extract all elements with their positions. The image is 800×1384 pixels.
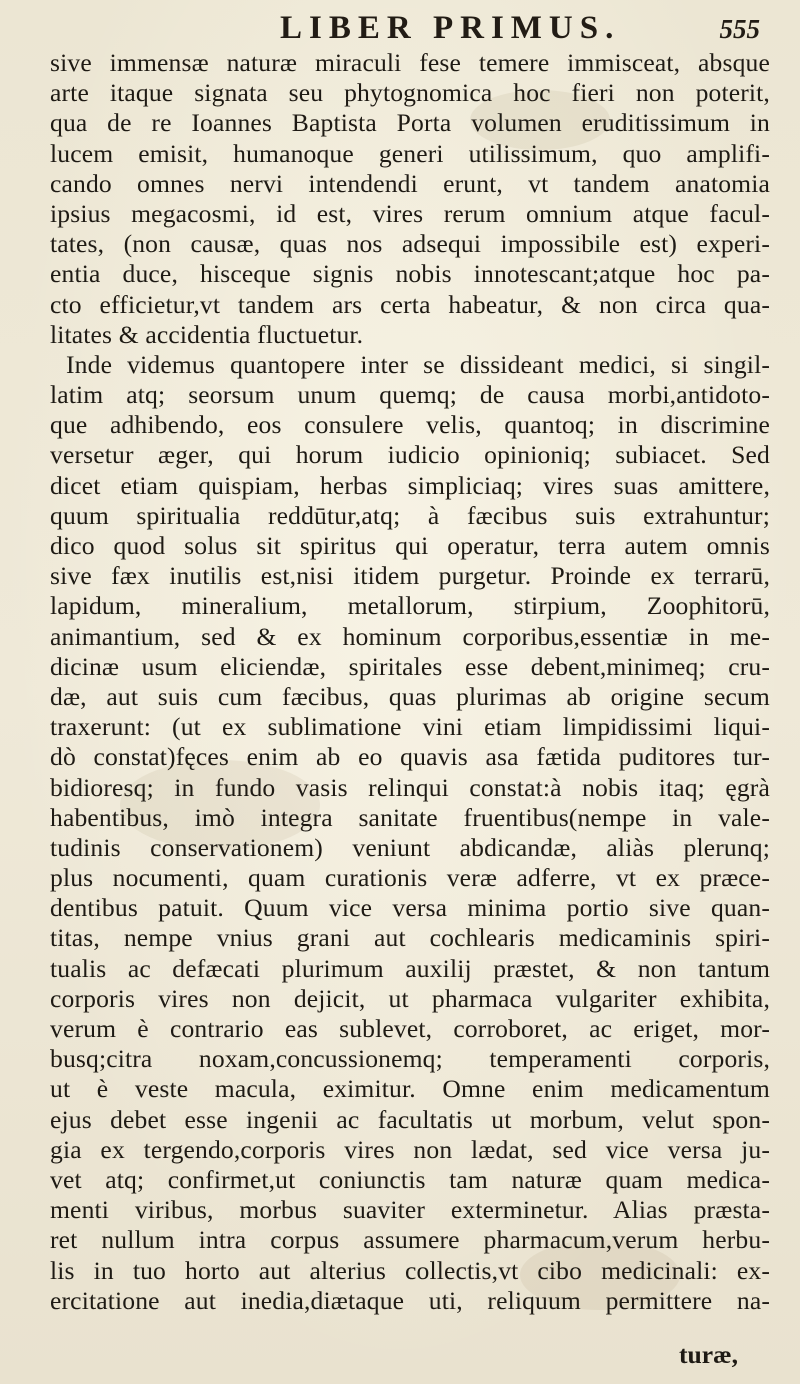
text-line: ejus debet esse ingenii ac facultatis ut morbum, velut spon- [50,1104,770,1134]
text-line: qua de re Ioannes Baptista Porta volumen eruditissimum in [50,108,770,138]
text-line: bidioresq; in fundo vasis relinqui constat:à nobis itaq; ęgrà [50,772,770,802]
text-line: latim atq; seorsum unum quemq; de causa morbi,antidoto- [50,380,770,410]
text-line: versetur æger, qui horum iudicio opinioniq; subiacet. Sed [50,440,770,470]
text-line: tates, (non causæ, quas nos adsequi impossibile est) experi- [50,229,770,259]
text-line: lucem emisit, humanoque generi utilissimum, quo amplifi- [50,138,770,168]
text-line: busq;citra noxam,concussionemq; temperamenti corporis, [50,1044,770,1074]
text-line: plus nocumenti, quam curationis veræ adferre, vt ex præce- [50,863,770,893]
text-line: entia duce, hisceque signis nobis innotescant;atque hoc pa- [50,259,770,289]
text-line: dicinæ usum eliciendæ, spiritales esse debent,minimeq; cru- [50,651,770,681]
text-line: litates & accidentia fluctuetur. [50,319,364,349]
text-line: quum spiritualia reddūtur,atq; à fæcibus suis extrahuntur; [50,500,770,530]
text-line: lapidum, mineralium, metallorum, stirpium, Zoophitorū, [50,591,770,621]
text-line: dæ, aut suis cum fæcibus, quas plurimas ab origine secum [50,681,770,711]
text-line: ut è veste macula, eximitur. Omne enim medicamentum [50,1074,770,1104]
text-line: habentibus, imò integra sanitate fruentibus(nempe in vale- [50,802,770,832]
text-line: lis in tuo horto aut alterius collectis,vt cibo medicinali: ex- [50,1255,770,1285]
text-line: tualis ac defæcati plurimum auxilij præstet, & non tantum [50,953,770,983]
text-line: sive immensæ naturæ miraculi fese temere immisceat, absque [50,48,770,77]
text-line: verum è contrario eas sublevet, corroboret, ac eriget, mor- [50,1014,770,1043]
text-line: arte itaque signata seu phytognomica hoc fieri non poterit, [50,78,770,108]
text-line: sive fæx inutilis est,nisi itidem purgetur. Proinde ex terrarū, [50,561,770,591]
text-line: que adhibendo, eos consulere velis, quantoq; in discrimine [50,410,770,440]
text-line: ipsius megacosmi, id est, vires rerum omnium atque facul- [50,198,770,228]
running-head: LIBER PRIMUS. [280,10,621,46]
text-line: animantium, sed & ex hominum corporibus,essentiæ in me- [50,621,770,651]
text-line: gia ex tergendo,corporis vires non lædat, sed vice versa ju- [50,1134,770,1164]
text-line: tudinis conservationem) veniunt abdicandæ, aliàs plerunq; [50,832,770,862]
catchword: turæ, [679,1340,738,1369]
body-text [50,48,770,1316]
text-line: titas, nempe vnius grani aut cochlearis medicaminis spiri- [50,923,770,953]
text-line: dò constat)fęces enim ab eo quavis asa fætida puditores tur- [50,742,770,772]
text-line: cando omnes nervi intendendi erunt, vt tandem anatomia [50,168,770,198]
page-number: 555 [719,14,760,44]
text-line: vet atq; confirmet,ut coniunctis tam naturæ quam medica- [50,1164,770,1194]
text-line: ret nullum intra corpus assumere pharmacum,verum herbu- [50,1225,770,1255]
text-line: dico quod solus sit spiritus qui operatur, terra autem omnis [50,531,770,560]
text-line: menti viribus, morbus suaviter exterminetur. Alias præsta- [50,1195,770,1225]
text-line: dicet etiam quispiam, herbas simpliciaq; vires suas amittere, [50,470,770,500]
text-line: corporis vires non dejicit, ut pharmaca vulgariter exhibita, [50,983,770,1013]
text-line: dentibus patuit. Quum vice versa minima portio sive quan- [50,893,770,923]
text-line: ercitatione aut inedia,diætaque uti, reliquum permittere na- [50,1285,770,1315]
text-line: Inde videmus quantopere inter se dissideant medici, si singil- [66,349,770,379]
text-line: cto efficietur,vt tandem ars certa habeatur, & non circa qua- [50,289,770,319]
text-line: traxerunt: (ut ex sublimatione vini etiam limpidissimi liqui- [50,712,770,742]
